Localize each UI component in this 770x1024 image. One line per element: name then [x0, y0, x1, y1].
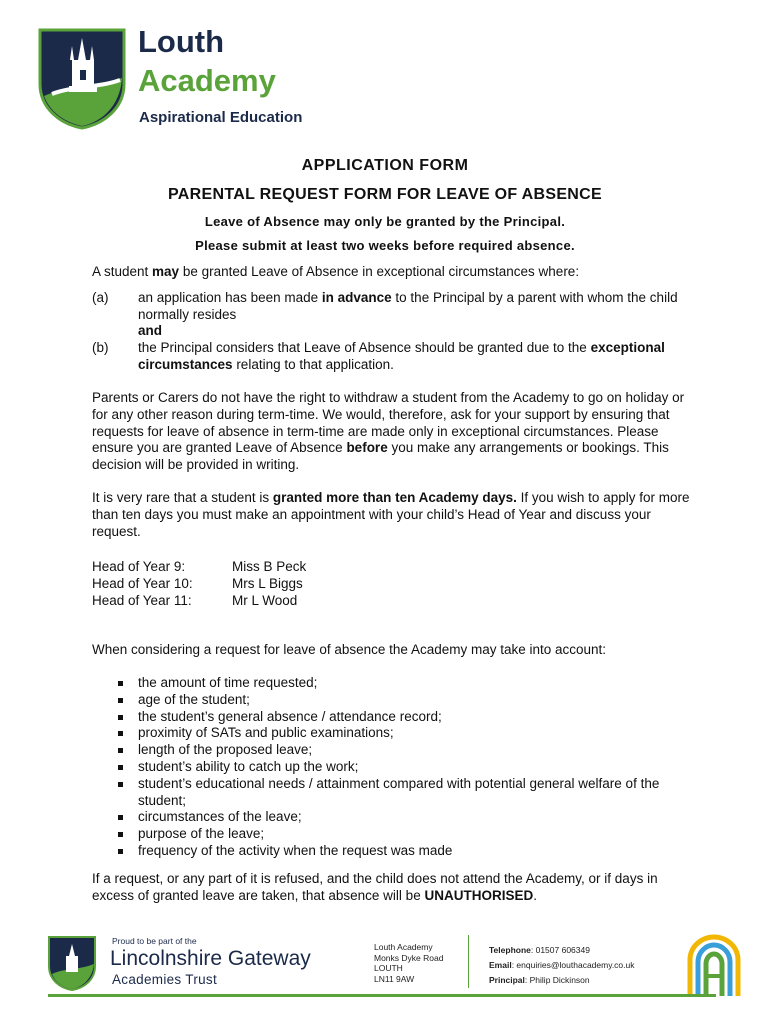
head-role: Head of Year 9: [92, 559, 186, 574]
head-name: Mr L Wood [232, 593, 298, 608]
principal-note: Leave of Absence may only be granted by the Principal. [204, 214, 566, 229]
form-subtitle: PARENTAL REQUEST FORM FOR LEAVE OF ABSENCE [168, 186, 602, 203]
list-item: length of the proposed leave; [116, 742, 706, 759]
trust-subtitle: Academies Trust [112, 972, 218, 987]
address-line: LN11 9AW [374, 973, 415, 984]
trust-name: Lincolnshire Gateway [110, 947, 311, 970]
condition-a-label: (a) [92, 290, 109, 305]
telephone-line: Telephone: 01507 606349 [489, 945, 590, 955]
contact-details [489, 943, 635, 988]
considering-text: When considering a request for leave of absence the Academy may take into account: [92, 642, 607, 657]
email-line: Email: enquiries@louthacademy.co.uk [489, 960, 635, 970]
head-of-year-row [92, 575, 193, 592]
address-line: LOUTH [374, 963, 403, 973]
list-item: purpose of the leave; [116, 826, 706, 843]
head-of-year-row [92, 558, 185, 575]
condition-and: and [138, 323, 163, 338]
list-item: frequency of the activity when the request was made [116, 843, 706, 860]
condition-b-text: the Principal considers that Leave of Absence should be granted due to the exceptional circumstances relating to that application. [138, 340, 665, 372]
closing-paragraph: If a request, or any part of it is refused, and the child does not attend the Academy, or if days in excess of granted leave are taken, that absence will be UNAUTHORISED. [92, 871, 658, 903]
trust-crest-icon [46, 934, 98, 992]
form-title: APPLICATION FORM [301, 157, 469, 174]
brand-tagline: Aspirational Education [139, 109, 303, 126]
head-name: Miss B Peck [232, 559, 307, 574]
head-name: Mrs L Biggs [232, 576, 303, 591]
address-line: Louth Academy [374, 942, 433, 952]
head-role: Head of Year 10: [92, 576, 193, 591]
condition-a-text: an application has been made in advance to the Principal by a parent with whom the child normally resides [138, 290, 678, 322]
factors-list [116, 675, 706, 860]
list-item: the amount of time requested; [116, 675, 706, 692]
list-item: proximity of SATs and public examinations; [116, 725, 706, 742]
list-item: circumstances of the leave; [116, 809, 706, 826]
condition-b-label: (b) [92, 340, 109, 355]
submission-note: Please submit at least two weeks before required absence. [195, 238, 575, 253]
brand-name-line1: Louth [138, 24, 225, 59]
brand-name-line2: Academy [138, 63, 276, 98]
rare-days-paragraph: It is very rare that a student is granted more than ten Academy days. If you wish to apply for more than ten days you must make an appointment with your child’s Head of Year and discuss your request. [92, 490, 690, 539]
list-item: age of the student; [116, 692, 706, 709]
head-of-year-row [92, 592, 192, 609]
trust-proud-text: Proud to be part of the [112, 936, 197, 946]
principal-line: Principal: Philip Dickinson [489, 975, 590, 985]
louth-academy-crest [36, 26, 128, 130]
trust-arch-logo-icon [686, 934, 742, 998]
list-item: student’s educational needs / attainment compared with potential general welfare of the student; [116, 776, 706, 810]
footer-rule [48, 994, 716, 997]
school-address [374, 942, 443, 984]
parents-paragraph: Parents or Carers do not have the right to withdraw a student from the Academy to go on holiday or for any other reason during term-time. We would, therefore, ask for your support by ensuring that requests for leave of absence in term-time are made only in exceptional circumstances. Please ensure you are granted Leave of Absence before you make any arrangements or bookings. This decision will be provided in writing. [92, 390, 685, 473]
list-item: student’s ability to catch up the work; [116, 759, 706, 776]
head-role: Head of Year 11: [92, 593, 192, 608]
address-line: Monks Dyke Road [374, 952, 444, 963]
list-item: the student’s general absence / attendance record; [116, 709, 706, 726]
footer-divider [468, 935, 469, 988]
intro-text: A student may be granted Leave of Absence in exceptional circumstances where: [92, 264, 580, 279]
